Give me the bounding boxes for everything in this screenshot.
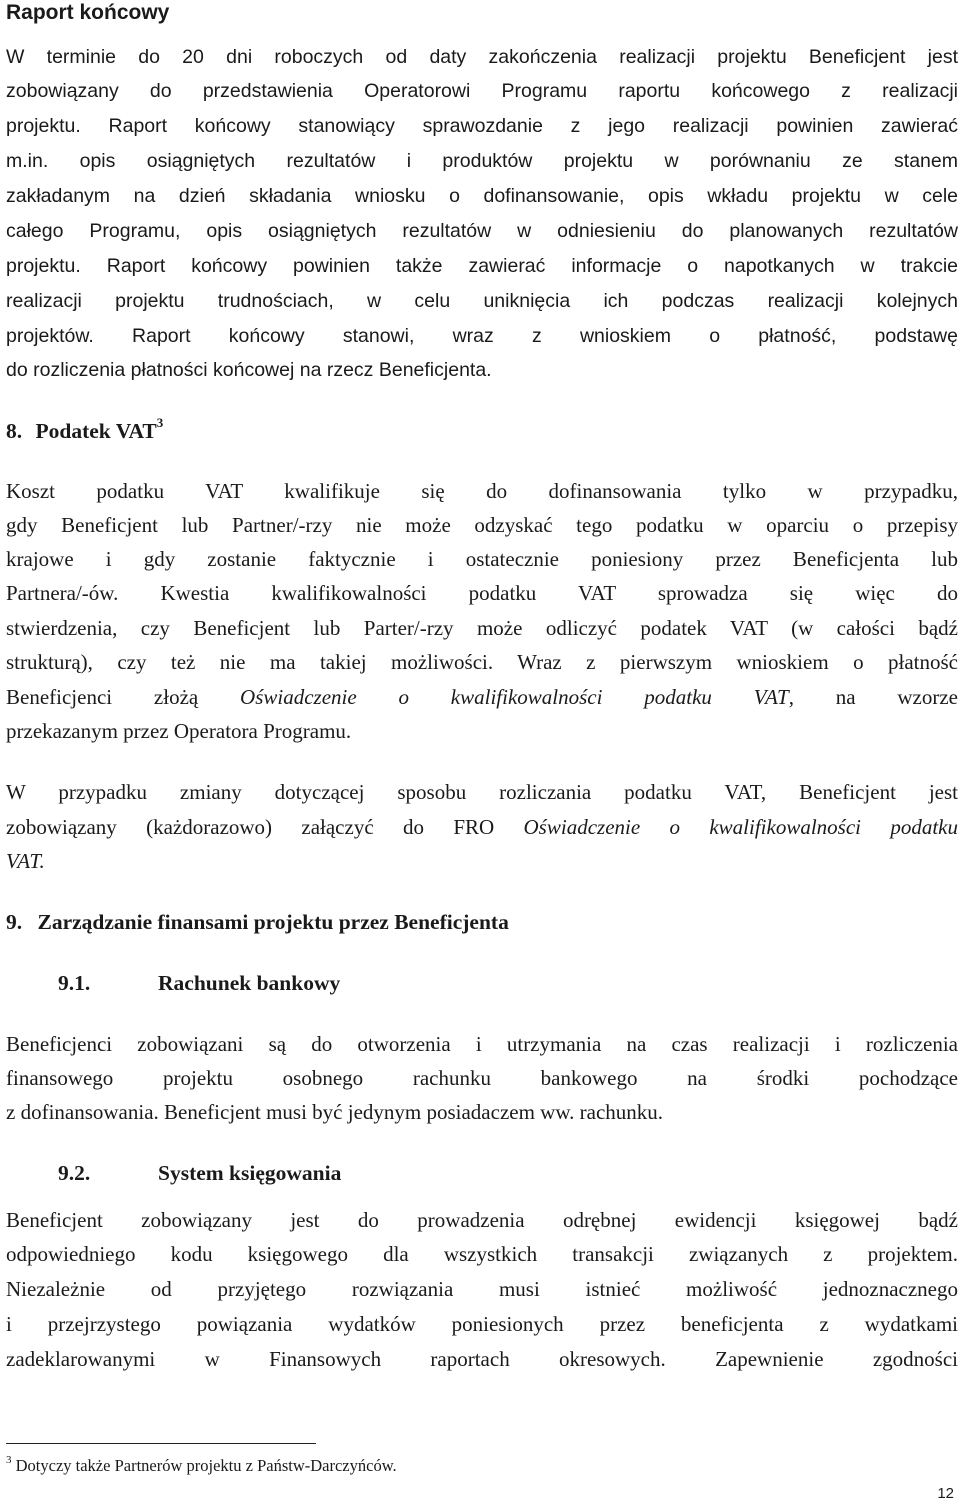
text-line: projektu. Raport końcowy powinien także zawierać informacje o napotkanych w trakcie bbox=[6, 255, 958, 277]
text-line: projektów. Raport końcowy stanowi, wraz z wnioskiem o płatność, podstawę bbox=[6, 325, 958, 347]
text-line: zadeklarowanymi w Finansowych raportach okresowych. Zapewnienie zgodności bbox=[6, 1347, 958, 1371]
text-span: , na wzorze bbox=[788, 685, 959, 709]
text-line: Beneficjent zobowiązany jest do prowadzenia odrębnej ewidencji księgowej bądź bbox=[6, 1208, 958, 1232]
footnote bbox=[6, 1455, 397, 1477]
text-line: Koszt podatku VAT kwalifikuje się do dofinansowania tylko w przypadku, bbox=[6, 479, 958, 503]
text-line: gdy Beneficjent lub Partner/-rzy nie może odzyskać tego podatku w oparciu o przepisy bbox=[6, 513, 958, 537]
text-line: finansowego projektu osobnego rachunku bankowego na środki pochodzące bbox=[6, 1066, 958, 1090]
footnote-text: Dotyczy także Partnerów projektu z Państw-Darczyńców. bbox=[15, 1456, 397, 1475]
section-title: Podatek VAT bbox=[35, 419, 157, 443]
text-line: W przypadku zmiany dotyczącej sposobu rozliczania podatku VAT, Beneficjent jest bbox=[6, 780, 958, 804]
text-line: z dofinansowania. Beneficjent musi być jedynym posiadaczem ww. rachunku. bbox=[6, 1100, 664, 1124]
text-line: zakładanym na dzień składania wniosku o dofinansowanie, opis wkładu projektu w cele bbox=[6, 185, 958, 207]
italic-document-title: VAT. bbox=[6, 849, 45, 873]
text-line: Beneficjenci zobowiązani są do otworzenia i utrzymania na czas realizacji i rozliczenia bbox=[6, 1032, 958, 1056]
section-9-2-title: System księgowania bbox=[158, 1161, 342, 1185]
italic-document-title: Oświadczenie o kwalifikowalności podatku VAT bbox=[240, 685, 789, 709]
text-line: zobowiązany do przedstawienia Operatorowi Programu raportu końcowego z realizacji bbox=[6, 80, 958, 102]
text-line: W terminie do 20 dni roboczych od daty zakończenia realizacji projektu Beneficjent jest bbox=[6, 46, 958, 68]
text-line: przekazanym przez Operatora Programu. bbox=[6, 719, 352, 743]
text-line bbox=[6, 848, 958, 874]
page-number: 12 bbox=[937, 1485, 954, 1502]
section-9-2-number: 9.2. bbox=[58, 1161, 91, 1185]
text-line: odpowiedniego kodu księgowego dla wszystkich transakcji związanych z projektem. bbox=[6, 1242, 958, 1266]
text-line: stwierdzenia, czy Beneficjent lub Parter/-rzy może odliczyć podatek VAT (w całości bądź bbox=[6, 616, 958, 640]
text-line: m.in. opis osiągniętych rezultatów i produktów projektu w porównaniu ze stanem bbox=[6, 150, 958, 172]
text-line: strukturą), czy też nie ma takiej możliwości. Wraz z pierwszym wnioskiem o płatność bbox=[6, 650, 958, 674]
section-title: Zarządzanie finansami projektu przez Beneficjenta bbox=[37, 910, 509, 934]
section-number: 8. bbox=[6, 419, 23, 443]
text-span: zobowiązany (każdorazowo) załączyć do FRO bbox=[6, 815, 524, 839]
text-line: całego Programu, opis osiągniętych rezultatów w odniesieniu do planowanych rezultatów bbox=[6, 220, 958, 242]
footnote-marker: 3 bbox=[6, 1453, 12, 1466]
text-line bbox=[6, 684, 958, 710]
text-line: do rozliczenia płatności końcowej na rzecz Beneficjenta. bbox=[6, 359, 492, 381]
section-9-heading bbox=[6, 909, 509, 935]
footnote-separator bbox=[6, 1443, 316, 1444]
footnote-reference: 3 bbox=[156, 414, 164, 430]
section-8-heading bbox=[6, 414, 164, 444]
text-line: i przejrzystego powiązania wydatków poniesionych przez beneficjenta z wydatkami bbox=[6, 1312, 958, 1336]
italic-document-title: Oświadczenie o kwalifikowalności podatku bbox=[523, 815, 958, 839]
text-line: realizacji projektu trudnościach, w celu uniknięcia ich podczas realizacji kolejnych bbox=[6, 290, 958, 312]
text-span: Beneficjenci złożą bbox=[6, 685, 199, 709]
text-line: projektu. Raport końcowy stanowiący sprawozdanie z jego realizacji powinien zawierać bbox=[6, 115, 958, 137]
text-line bbox=[6, 814, 958, 840]
text-line: Niezależnie od przyjętego rozwiązania musi istnieć możliwość jednoznacznego bbox=[6, 1277, 958, 1301]
section-9-1-number: 9.1. bbox=[58, 971, 91, 995]
text-line: krajowe i gdy zostanie faktycznie i ostatecznie poniesiony przez Beneficjenta lub bbox=[6, 547, 958, 571]
section-number: 9. bbox=[6, 910, 23, 934]
section-9-1-title: Rachunek bankowy bbox=[158, 971, 341, 995]
text-line: Partnera/-ów. Kwestia kwalifikowalności podatku VAT sprowadza się więc do bbox=[6, 581, 958, 605]
heading-final-report: Raport końcowy bbox=[6, 1, 170, 24]
